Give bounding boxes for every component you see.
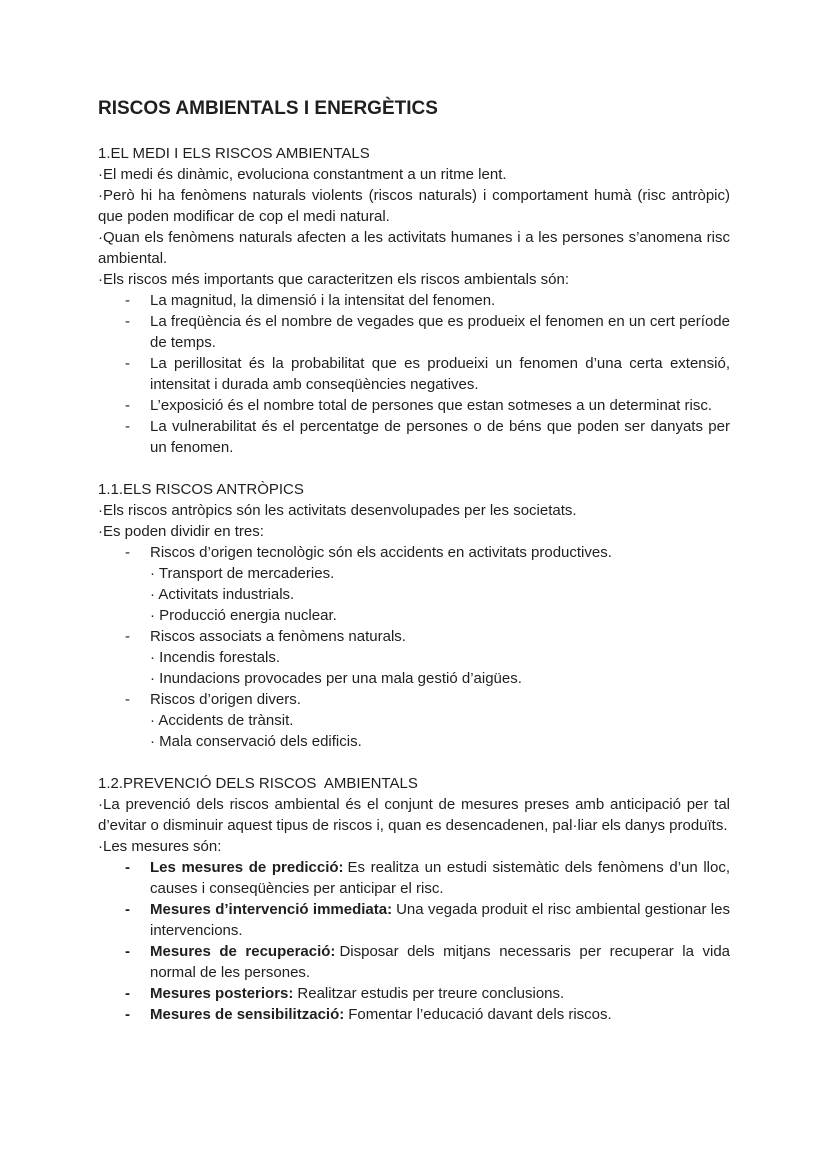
paragraph: ·La prevenció dels riscos ambiental és el conjunt de mesures preses amb anticipació per tal d’evitar o disminuir aquest tipus de riscos i, quan es desencadenen, pal·liar els danys produïts. [98,796,730,834]
list-item [125,542,730,563]
list-item-text: La freqüència és el nombre de vegades que es produeix el fenomen en un cert període de temps. [150,313,730,351]
list-item-label: Mesures d’intervenció immediata: [150,901,393,918]
list-item-text: Riscos associats a fenòmens naturals. [150,628,406,645]
list-item-text [150,941,730,983]
list-item-description: Una vegada produit el risc ambiental gestionar les intervencions. [150,901,730,939]
list-item-text [150,983,730,1004]
section-1-heading: 1.EL MEDI I ELS RISCOS AMBIENTALS [98,145,370,162]
dash-bullet: - [125,691,130,708]
paragraph: ·Els riscos més importants que caracteritzen els riscos ambientals són: [98,271,570,288]
sub-list-item: · Incendis forestals. [150,649,281,666]
dash-bullet: - [125,544,130,561]
list-item [125,290,730,311]
section-1 [98,143,730,458]
sub-list-item: · Transport de mercaderies. [150,565,335,582]
list-item-label: Mesures posteriors: [150,985,294,1002]
list-item [125,689,730,710]
list-item [125,416,730,458]
paragraph: ·Es poden dividir en tres: [98,523,264,540]
list-item [125,857,730,899]
dash-bullet: - [125,901,130,918]
paragraph: ·Les mesures són: [98,838,222,855]
list-item [125,311,730,353]
dash-bullet: - [125,628,130,645]
list-item-text: La vulnerabilitat és el percentatge de persones o de béns que poden ser danyats per un fenomen. [150,418,730,456]
sub-list-item: · Mala conservació dels edificis. [150,733,362,750]
list-item [125,626,730,647]
list-item-description: Realitzar estudis per treure conclusions. [297,985,565,1002]
list-item-text: Riscos d’origen tecnològic són els accidents en activitats productives. [150,544,612,561]
list-item [125,395,730,416]
list-item [125,1004,730,1025]
list-item-text [150,1004,730,1025]
dash-bullet: - [125,313,130,330]
paragraph: ·El medi és dinàmic, evoluciona constantment a un ritme lent. [98,166,507,183]
list-item [125,899,730,941]
list-item-text: L’exposició és el nombre total de persones que estan sotmeses a un determinat risc. [150,397,712,414]
list-item-label: Mesures de sensibilització: [150,1006,345,1023]
list-item [125,983,730,1004]
paragraph: ·Però hi ha fenòmens naturals violents (riscos naturals) i comportament humà (risc antròpic) que poden modificar de cop el medi natural. [98,187,730,225]
dash-bullet: - [125,985,130,1002]
list-item-text: Riscos d’origen divers. [150,691,301,708]
section-1-1-heading: 1.1.ELS RISCOS ANTRÒPICS [98,481,304,498]
dash-bullet: - [125,859,130,876]
list-item-description: Fomentar l’educació davant dels riscos. [348,1006,612,1023]
list-item-text [150,857,730,899]
list-item-description: Disposar dels mitjans necessaris per recuperar la vida normal de les persones. [150,943,730,981]
dash-bullet: - [125,943,130,960]
sub-list-item: · Activitats industrials. [150,586,295,603]
list-item-text: La perillositat és la probabilitat que es produeixi un fenomen d’una certa extensió, intensitat i durada amb conseqüències negatives. [150,355,730,393]
list-item-text [150,899,730,941]
paragraph: ·Quan els fenòmens naturals afecten a les activitats humanes i a les persones s’anomena risc ambiental. [98,229,730,267]
dash-bullet: - [125,418,130,435]
sub-list-item: · Producció energia nuclear. [150,607,337,624]
dash-bullet: - [125,1006,130,1023]
dash-bullet: - [125,355,130,372]
sub-list-item: · Inundacions provocades per una mala gestió d’aigües. [150,670,522,687]
dash-bullet: - [125,292,130,309]
list-item [125,353,730,395]
dash-bullet: - [125,397,130,414]
list-item-label: Les mesures de predicció: [150,859,344,876]
document-title: RISCOS AMBIENTALS I ENERGÈTICS [98,98,438,119]
section-1-2-heading: 1.2.PREVENCIÓ DELS RISCOS AMBIENTALS [98,775,418,792]
list-item-text: La magnitud, la dimensió i la intensitat del fenomen. [150,292,496,309]
section-1-2 [98,773,730,1025]
paragraph: ·Els riscos antròpics són les activitats desenvolupades per les societats. [98,502,577,519]
list-item [125,941,730,983]
section-1-1 [98,479,730,752]
list-item-label: Mesures de recuperació: [150,943,336,960]
list-item-description: Es realitza un estudi sistemàtic dels fenòmens d’un lloc, causes i conseqüències per anticipar el risc. [150,859,731,897]
sub-list-item: · Accidents de trànsit. [150,712,294,729]
